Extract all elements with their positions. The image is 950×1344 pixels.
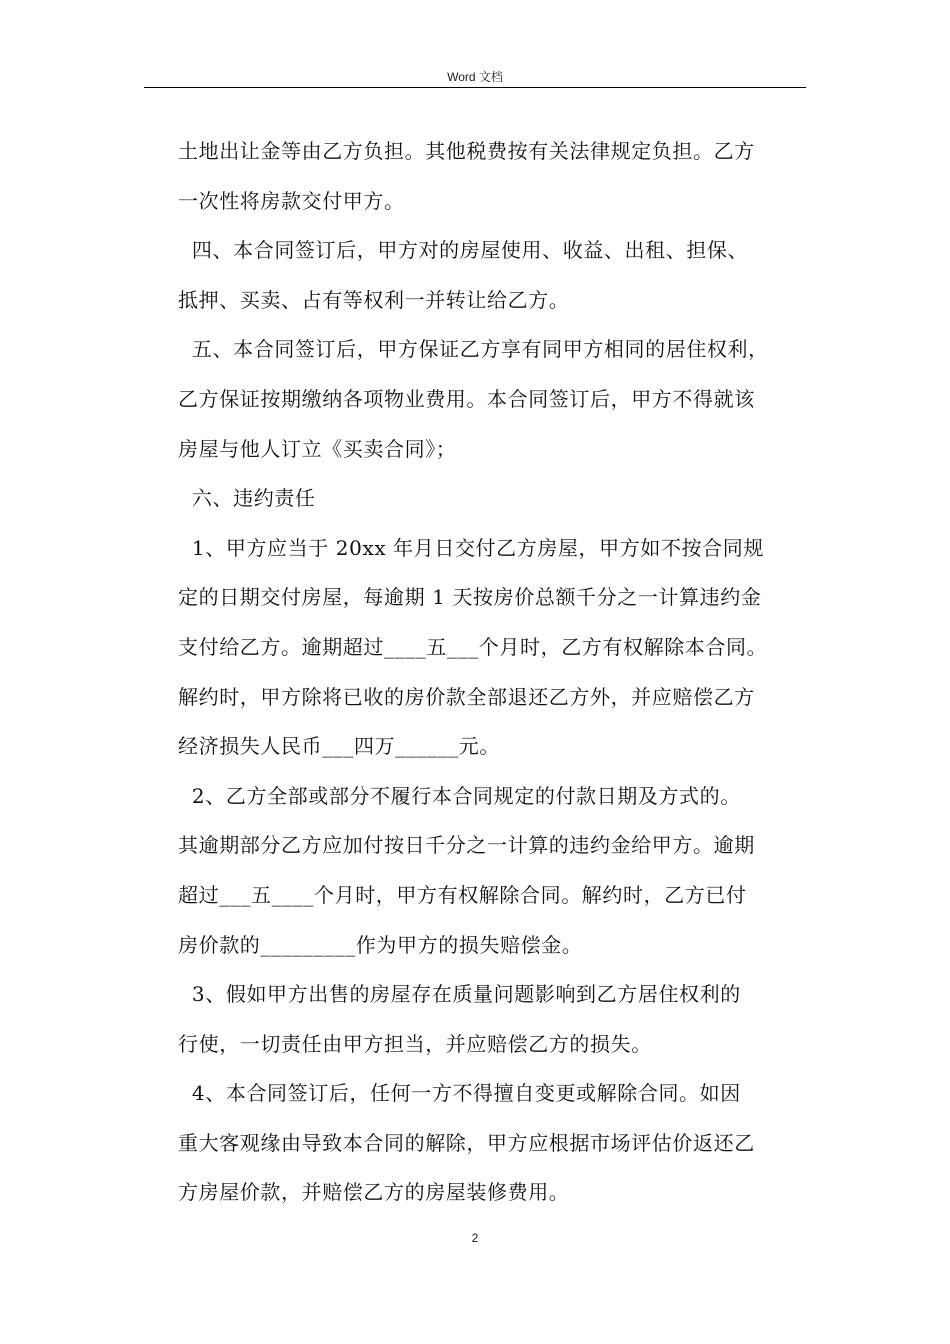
text-line: 五、本合同签订后，甲方保证乙方享有同甲方相同的居住权利， xyxy=(178,337,769,362)
text-line: 其逾期部分乙方应加付按日千分之一计算的违约金给甲方。逾期 xyxy=(178,833,755,858)
text-line: 支付给乙方。逾期超过____五___个月时，乙方有权解除本合同。 xyxy=(178,634,768,659)
text-line: 经济损失人民币___四万______元。 xyxy=(178,734,500,759)
text-line: 超过___五____个月时，甲方有权解除合同。解约时，乙方已付 xyxy=(178,882,747,907)
text-line: 土地出让金等由乙方负担。其他税费按有关法律规定负担。乙方 xyxy=(178,139,755,163)
text-line: 一次性将房款交付甲方。 xyxy=(178,188,405,213)
text-line: 方房屋价款，并赔偿乙方的房屋装修费用。 xyxy=(178,1180,570,1205)
text-line: 定的日期交付房屋，每逾期 1 天按房价总额千分之一计算违约金 xyxy=(178,585,762,610)
text-line: 抵押、买卖、占有等权利一并转让给乙方。 xyxy=(178,287,570,312)
text-line: 2、乙方全部或部分不履行本合同规定的付款日期及方式的。 xyxy=(178,783,741,808)
section-heading: 六、违约责任 xyxy=(178,486,316,511)
text-line: 行使，一切责任由甲方担当，并应赔偿乙方的损失。 xyxy=(178,1031,652,1056)
text-line: 房屋与他人订立《买卖合同》； xyxy=(178,436,457,461)
document-body xyxy=(178,127,808,1218)
text-line: 重大客观缘由导致本合同的解除，甲方应根据市场评估价返还乙 xyxy=(178,1130,755,1155)
header-rule xyxy=(144,87,806,88)
text-line: 4、本合同签订后，任何一方不得擅自变更或解除合同。如因 xyxy=(178,1081,741,1106)
text-line: 四、本合同签订后，甲方对的房屋使用、收益、出租、担保、 xyxy=(178,238,749,263)
page-header: Word 文档 xyxy=(447,70,503,84)
text-line: 1、甲方应当于 20xx 年月日交付乙方房屋，甲方如不按合同规 xyxy=(178,535,764,560)
page-number: 2 xyxy=(471,1231,479,1245)
text-line: 3、假如甲方出售的房屋存在质量问题影响到乙方居住权利的 xyxy=(178,982,741,1007)
text-line: 解约时，甲方除将已收的房价款全部退还乙方外，并应赔偿乙方 xyxy=(178,684,755,709)
text-line: 乙方保证按期缴纳各项物业费用。本合同签订后，甲方不得就该 xyxy=(178,386,755,411)
text-line: 房价款的_________作为甲方的损失赔偿金。 xyxy=(178,932,583,957)
